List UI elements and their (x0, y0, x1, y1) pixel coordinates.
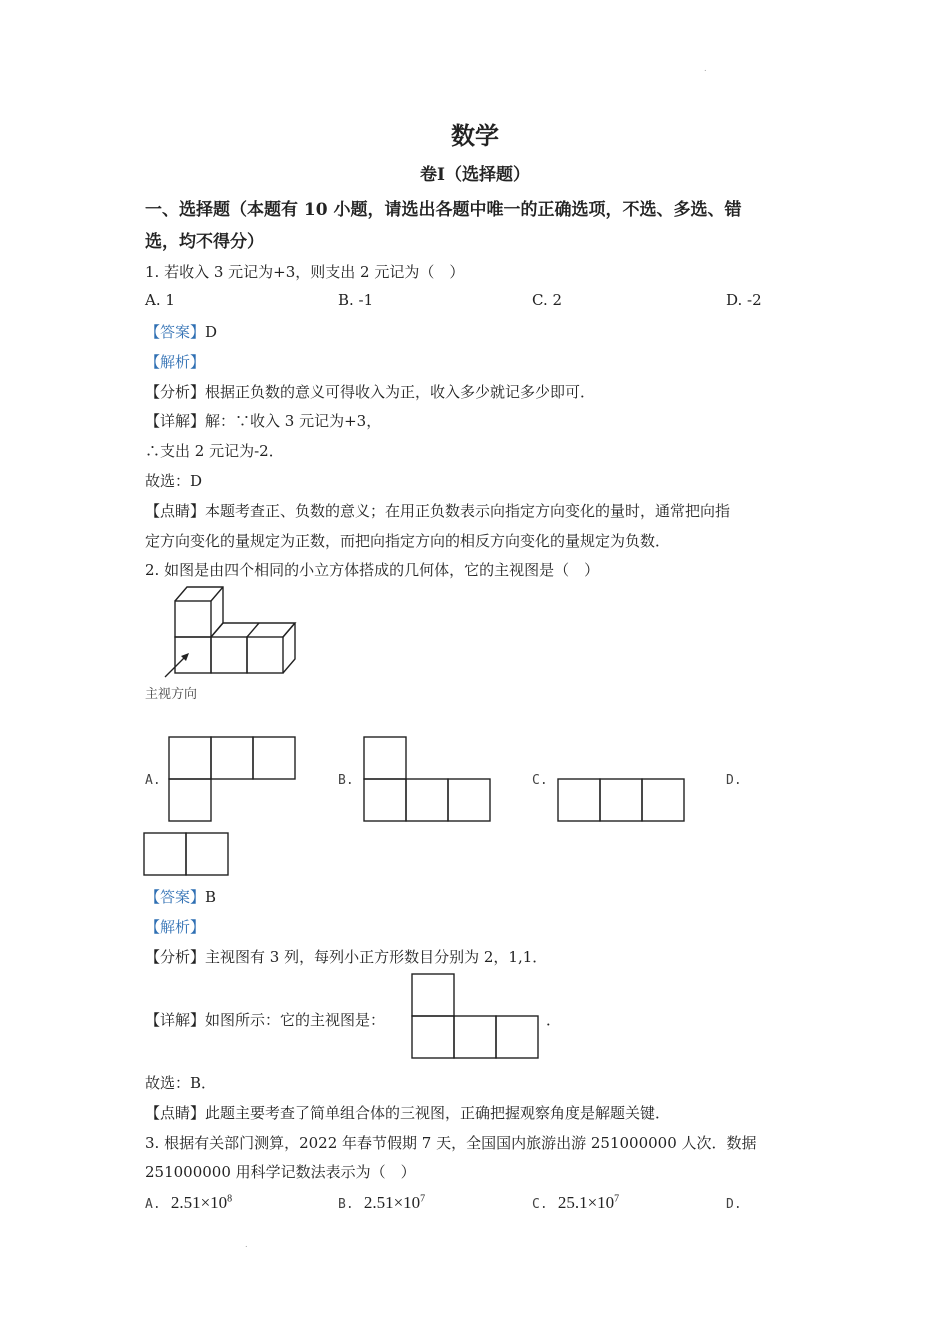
q1-option-a: A. 1 (145, 291, 175, 309)
q2-fenxi-text: 主视图有 3 列，每列小正方形数目分别为 2，1,1． (205, 948, 548, 966)
cube-top-edge (211, 587, 223, 601)
q2-answer-tag: 【答案】 (145, 888, 206, 906)
q2-view-label: 主视方向 (145, 687, 198, 702)
q2-option-b-figure (363, 736, 491, 822)
q1-dianjing-text1: 本题考查正、负数的意义；在用正负数表示向指定方向变化的量时，通常把向指 (205, 502, 731, 520)
page-title: 数学 (451, 121, 499, 150)
q2-answer (145, 886, 216, 907)
q2-option-d-label: D. (726, 773, 742, 788)
q2-choose: 故选：B． (145, 1074, 217, 1092)
q3-option-a (145, 1193, 232, 1213)
q2-xiangjie-tag: 【详解】 (145, 1011, 206, 1029)
q2-cube-figure (145, 585, 305, 685)
q3-option-c-math: $25.1\times 10^7$ (557, 1193, 620, 1212)
cube-top-divider-1 (247, 623, 259, 637)
q1-option-b: B. -1 (338, 291, 374, 309)
q2-xiangjie (145, 1009, 385, 1030)
q3-option-c (532, 1193, 619, 1213)
cube-bottom-2 (211, 637, 247, 673)
scan-dot-top: . (704, 64, 707, 73)
cube-bottom-1 (175, 637, 211, 673)
q1-choose: 故选：D (145, 472, 203, 490)
q1-fenxi-text: 根据正负数的意义可得收入为正，收入多少就记多少即可． (205, 383, 596, 401)
q2-option-c-figure (557, 778, 685, 822)
cube-bottom-3 (247, 637, 283, 673)
q1-xiangjie (145, 410, 381, 431)
q1-fenxi (145, 381, 595, 402)
q1-xiangjie-tag: 【详解】 (145, 412, 206, 430)
scan-dot-bottom: . (245, 1240, 248, 1249)
q1-dianjing-tag: 【点睛】 (145, 502, 206, 520)
cube-top-front (175, 601, 211, 637)
q2-fenxi-tag: 【分析】 (145, 948, 206, 966)
q2-option-a-label: A. (145, 773, 161, 788)
q2-dianjing-tag: 【点睛】 (145, 1104, 206, 1122)
q2-dianjing-text: 此题主要考查了简单组合体的三视图，正确把握观察角度是解题关键． (205, 1104, 671, 1122)
cube-top-divider-2 (283, 623, 295, 637)
q1-fenxi-tag: 【分析】 (145, 383, 206, 401)
q1-option-c: C. 2 (532, 291, 563, 309)
q1-dianjing-line1 (145, 500, 730, 521)
q1-answer (145, 321, 217, 342)
q3-option-a-label: A. (145, 1197, 161, 1212)
q2-jiexi-tag: 【解析】 (145, 918, 206, 936)
q1-jiexi-tag: 【解析】 (145, 353, 206, 371)
section-heading-line1: 一、选择题（本题有 10 小题，请选出各题中唯一的正确选项，不选、多选、错 (145, 200, 742, 220)
q2-dianjing (145, 1102, 670, 1123)
q1-solution-line2: ∴支出 2 元记为-2． (145, 442, 284, 460)
q2-solution-figure (411, 973, 539, 1059)
q3-option-a-math: $2.51\times 10^8$ (170, 1193, 233, 1212)
q1-dianjing-line2: 定方向变化的量规定为正数，而把向指定方向的相反方向变化的量规定为负数． (145, 532, 671, 550)
q1-stem: 1. 若收入 3 元记为+3，则支出 2 元记为（ ） (145, 263, 465, 281)
q3-option-d-label: D. (726, 1197, 742, 1212)
q3-stem-line2: 251000000 用科学记数法表示为（ ） (145, 1163, 416, 1181)
q1-answer-tag: 【答案】 (145, 323, 206, 341)
q2-fenxi (145, 946, 547, 967)
q2-stem: 2. 如图是由四个相同的小立方体搭成的几何体，它的主视图是（ ） (145, 561, 600, 579)
q3-option-b (338, 1193, 425, 1213)
q2-option-a-figure (168, 736, 296, 822)
q2-option-d-figure (143, 832, 231, 876)
q2-option-b-label: B. (338, 773, 354, 788)
q3-option-c-label: C. (532, 1197, 548, 1212)
q3-stem-line1: 3. 根据有关部门测算，2022 年春节假期 7 天，全国国内旅游出游 251000000 人次．数据 (145, 1134, 757, 1152)
q1-xiangjie-text: 解：∵收入 3 元记为+3， (205, 412, 382, 430)
q2-option-c-label: C. (532, 773, 548, 788)
q1-answer-value: D (205, 323, 218, 341)
q3-option-b-label: B. (338, 1197, 354, 1212)
section-heading-line2: 选，均不得分） (145, 232, 264, 252)
q3-option-d (726, 1193, 752, 1213)
q2-xiangjie-end: ． (546, 1011, 562, 1029)
q2-xiangjie-text: 如图所示：它的主视图是： (205, 1011, 386, 1029)
q1-option-d: D. -2 (726, 291, 762, 309)
q3-option-b-math: $2.51\times 10^7$ (363, 1193, 426, 1212)
section-subtitle: 卷Ⅰ（选择题） (420, 165, 530, 185)
q2-answer-value: B (205, 888, 217, 906)
